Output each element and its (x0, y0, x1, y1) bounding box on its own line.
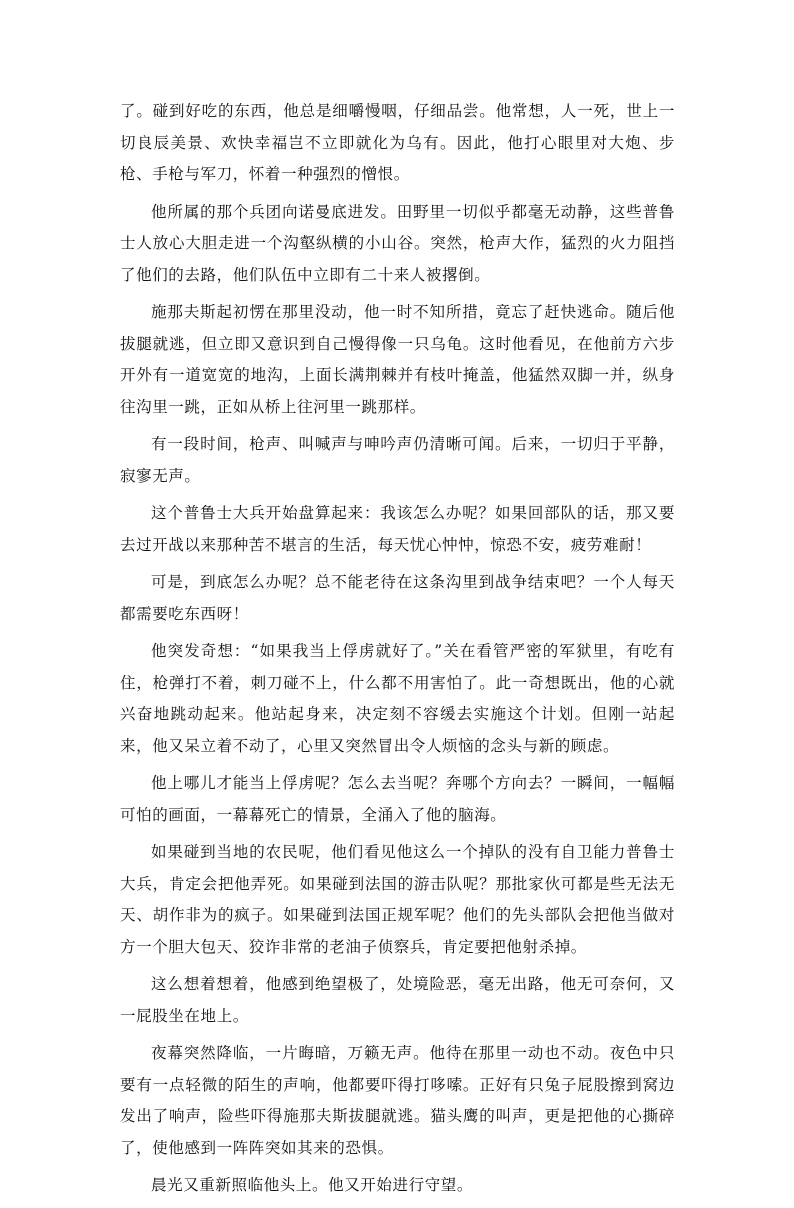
paragraph-9: 如果碰到当地的农民呢，他们看见他这么一个掉队的没有自卫能力普鲁士大兵，肯定会把他弄死。如果碰到法国的游击队呢？那批家伙可都是些无法无天、胡作非为的疯子。如果碰到法国正规军呢？他们的先头部队会把他当做对方一个胆大包天、狡诈非常的老油子侦察兵，肯定要把他射杀掉。 (120, 843, 675, 956)
document-page (120, 96, 675, 1208)
paragraph-7: 他突发奇想：“如果我当上俘虏就好了。”关在看管严密的军狱里，有吃有住，枪弹打不着，刺刀碰不上，什么都不用害怕了。此一奇想既出，他的心就兴奋地跳动起来。他站起身来，决定刻不容缓去实施这个计划。但刚一站起来，他又呆立着不动了，心里又突然冒出令人烦恼的念头与新的顾虑。 (120, 642, 675, 755)
paragraph-11: 夜幕突然降临，一片晦暗，万籁无声。他待在那里一动也不动。夜色中只要有一点轻微的陌生的声响，他都要吓得打哆嗦。正好有只兔子屁股擦到窝边发出了响声，险些吓得施那夫斯拔腿就逃。猫头鹰的叫声，更是把他的心撕碎了，使他感到一阵阵突如其来的恐惧。 (120, 1044, 675, 1157)
paragraph-3: 施那夫斯起初愣在那里没动，他一时不知所措，竟忘了赶快逃命。随后他拔腿就逃，但立即又意识到自己慢得像一只乌龟。这时他看见，在他前方六步开外有一道宽宽的地沟，上面长满荆棘并有枝叶掩盖，他猛然双脚一并，纵身往沟里一跳，正如从桥上往河里一跳那样。 (120, 303, 675, 416)
paragraph-5: 这个普鲁士大兵开始盘算起来：我该怎么办呢？如果回部队的话，那又要去过开战以来那种苦不堪言的生活，每天忧心忡忡，惊恐不安，疲劳难耐！ (120, 504, 675, 554)
paragraph-10: 这么想着想着，他感到绝望极了，处境险恶，毫无出路，他无可奈何，又一屁股坐在地上。 (120, 975, 675, 1025)
paragraph-1: 了。碰到好吃的东西，他总是细嚼慢咽，仔细品尝。他常想，人一死，世上一切良辰美景、欢快幸福岂不立即就化为乌有。因此，他打心眼里对大炮、步枪、手枪与军刀，怀着一种强烈的憎恨。 (120, 102, 675, 183)
paragraph-12: 晨光又重新照临他头上。他又开始进行守望。 (151, 1176, 474, 1194)
paragraph-2: 他所属的那个兵团向诺曼底进发。田野里一切似乎都毫无动静，这些普鲁士人放心大胆走进一个沟壑纵横的小山谷。突然，枪声大作，猛烈的火力阻挡了他们的去路，他们队伍中立即有二十来人被撂倒。 (120, 202, 675, 284)
paragraph-6: 可是，到底怎么办呢？总不能老待在这条沟里到战争结束吧？一个人每天都需要吃东西呀！ (120, 573, 675, 623)
paragraph-8: 他上哪儿才能当上俘虏呢？怎么去当呢？奔哪个方向去？一瞬间，一幅幅可怕的画面，一幕幕死亡的情景，全涌入了他的脑海。 (120, 774, 675, 824)
paragraph-4: 有一段时间，枪声、叫喊声与呻吟声仍清晰可闻。后来，一切归于平静，寂寥无声。 (120, 435, 675, 485)
